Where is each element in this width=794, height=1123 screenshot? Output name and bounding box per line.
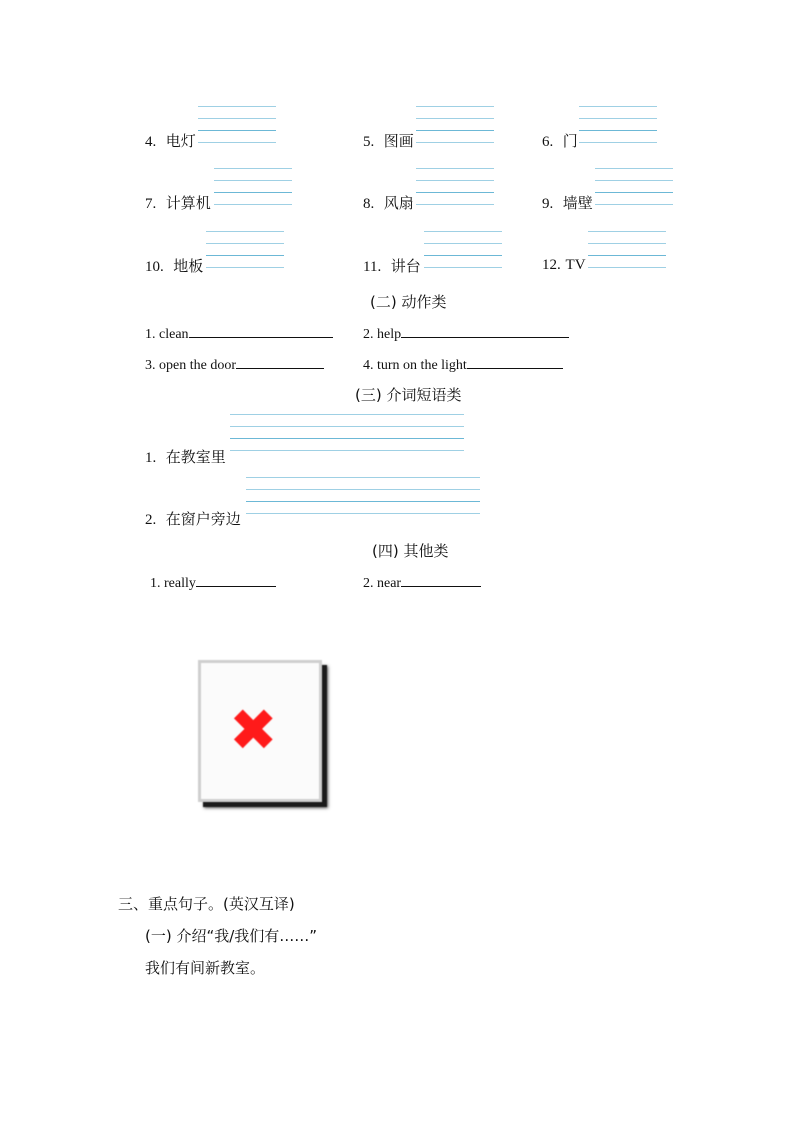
vocab-item — [542, 192, 593, 213]
item-text: 2. help — [363, 327, 402, 342]
item-text: 2. near — [363, 576, 402, 591]
writing-grid[interactable] — [206, 231, 284, 267]
item-text: 3. open the door — [145, 358, 236, 373]
writing-grid[interactable] — [416, 106, 494, 142]
item-text: 1. really — [150, 576, 196, 591]
writing-grid[interactable] — [416, 168, 494, 204]
item-word: 地板 — [173, 257, 204, 275]
answer-blank[interactable] — [196, 572, 276, 587]
section-heading: (三) 介词短语类 — [355, 386, 462, 404]
fill-item — [150, 572, 276, 592]
section-heading: (四) 其他类 — [372, 542, 449, 560]
item-word: 墙壁 — [562, 194, 593, 212]
item-number: 11. — [363, 259, 382, 275]
item-number: 8. — [363, 196, 375, 212]
item-number: 1. — [145, 450, 157, 466]
broken-image-placeholder — [198, 660, 322, 802]
item-word: 讲台 — [390, 257, 421, 275]
vocab-item — [363, 192, 414, 213]
answer-blank[interactable] — [401, 323, 569, 338]
writing-grid[interactable] — [214, 168, 292, 204]
item-number: 9. — [542, 196, 554, 212]
item-number: 7. — [145, 196, 157, 212]
item-word: 风扇 — [383, 194, 414, 212]
fill-item — [363, 323, 569, 343]
item-word: TV — [565, 257, 586, 273]
item-word: 计算机 — [165, 194, 211, 212]
vocab-item — [145, 192, 211, 213]
item-number: 6. — [542, 134, 554, 150]
writing-grid[interactable] — [588, 231, 666, 267]
writing-grid[interactable] — [246, 477, 480, 513]
vocab-item — [542, 255, 586, 274]
item-word: 电灯 — [165, 132, 196, 150]
item-number: 12. — [542, 257, 561, 273]
fill-item — [145, 354, 324, 374]
vocab-item — [363, 255, 421, 276]
sentence-prompt: 我们有间新教室。 — [145, 959, 266, 977]
item-text: 4. turn on the light — [363, 358, 467, 373]
item-word: 门 — [562, 132, 578, 150]
fill-item — [363, 354, 563, 374]
writing-grid[interactable] — [579, 106, 657, 142]
phrase-item — [145, 508, 241, 529]
phrase-item — [145, 446, 226, 467]
vocab-item — [542, 130, 578, 151]
vocab-item — [145, 255, 203, 276]
item-text: 1. clean — [145, 327, 189, 342]
answer-blank[interactable] — [189, 323, 333, 338]
broken-image-icon: ✖ — [229, 696, 278, 764]
answer-blank[interactable] — [467, 354, 563, 369]
item-number: 5. — [363, 134, 375, 150]
item-word: 在窗户旁边 — [165, 510, 241, 528]
vocab-item — [145, 130, 196, 151]
writing-grid[interactable] — [230, 414, 464, 450]
item-number: 4. — [145, 134, 157, 150]
fill-item — [363, 572, 481, 592]
subsection-title: (一) 介绍“我/我们有……” — [145, 927, 318, 945]
item-number: 2. — [145, 512, 157, 528]
item-number: 10. — [145, 259, 164, 275]
item-word: 在教室里 — [165, 448, 226, 466]
writing-grid[interactable] — [198, 106, 276, 142]
writing-grid[interactable] — [424, 231, 502, 267]
fill-item — [145, 323, 333, 343]
vocab-item — [363, 130, 414, 151]
item-word: 图画 — [383, 132, 414, 150]
writing-grid[interactable] — [595, 168, 673, 204]
section-heading: (二) 动作类 — [370, 293, 447, 311]
part-title: 三、重点句子。(英汉互译) — [118, 895, 295, 913]
answer-blank[interactable] — [236, 354, 324, 369]
answer-blank[interactable] — [401, 572, 481, 587]
